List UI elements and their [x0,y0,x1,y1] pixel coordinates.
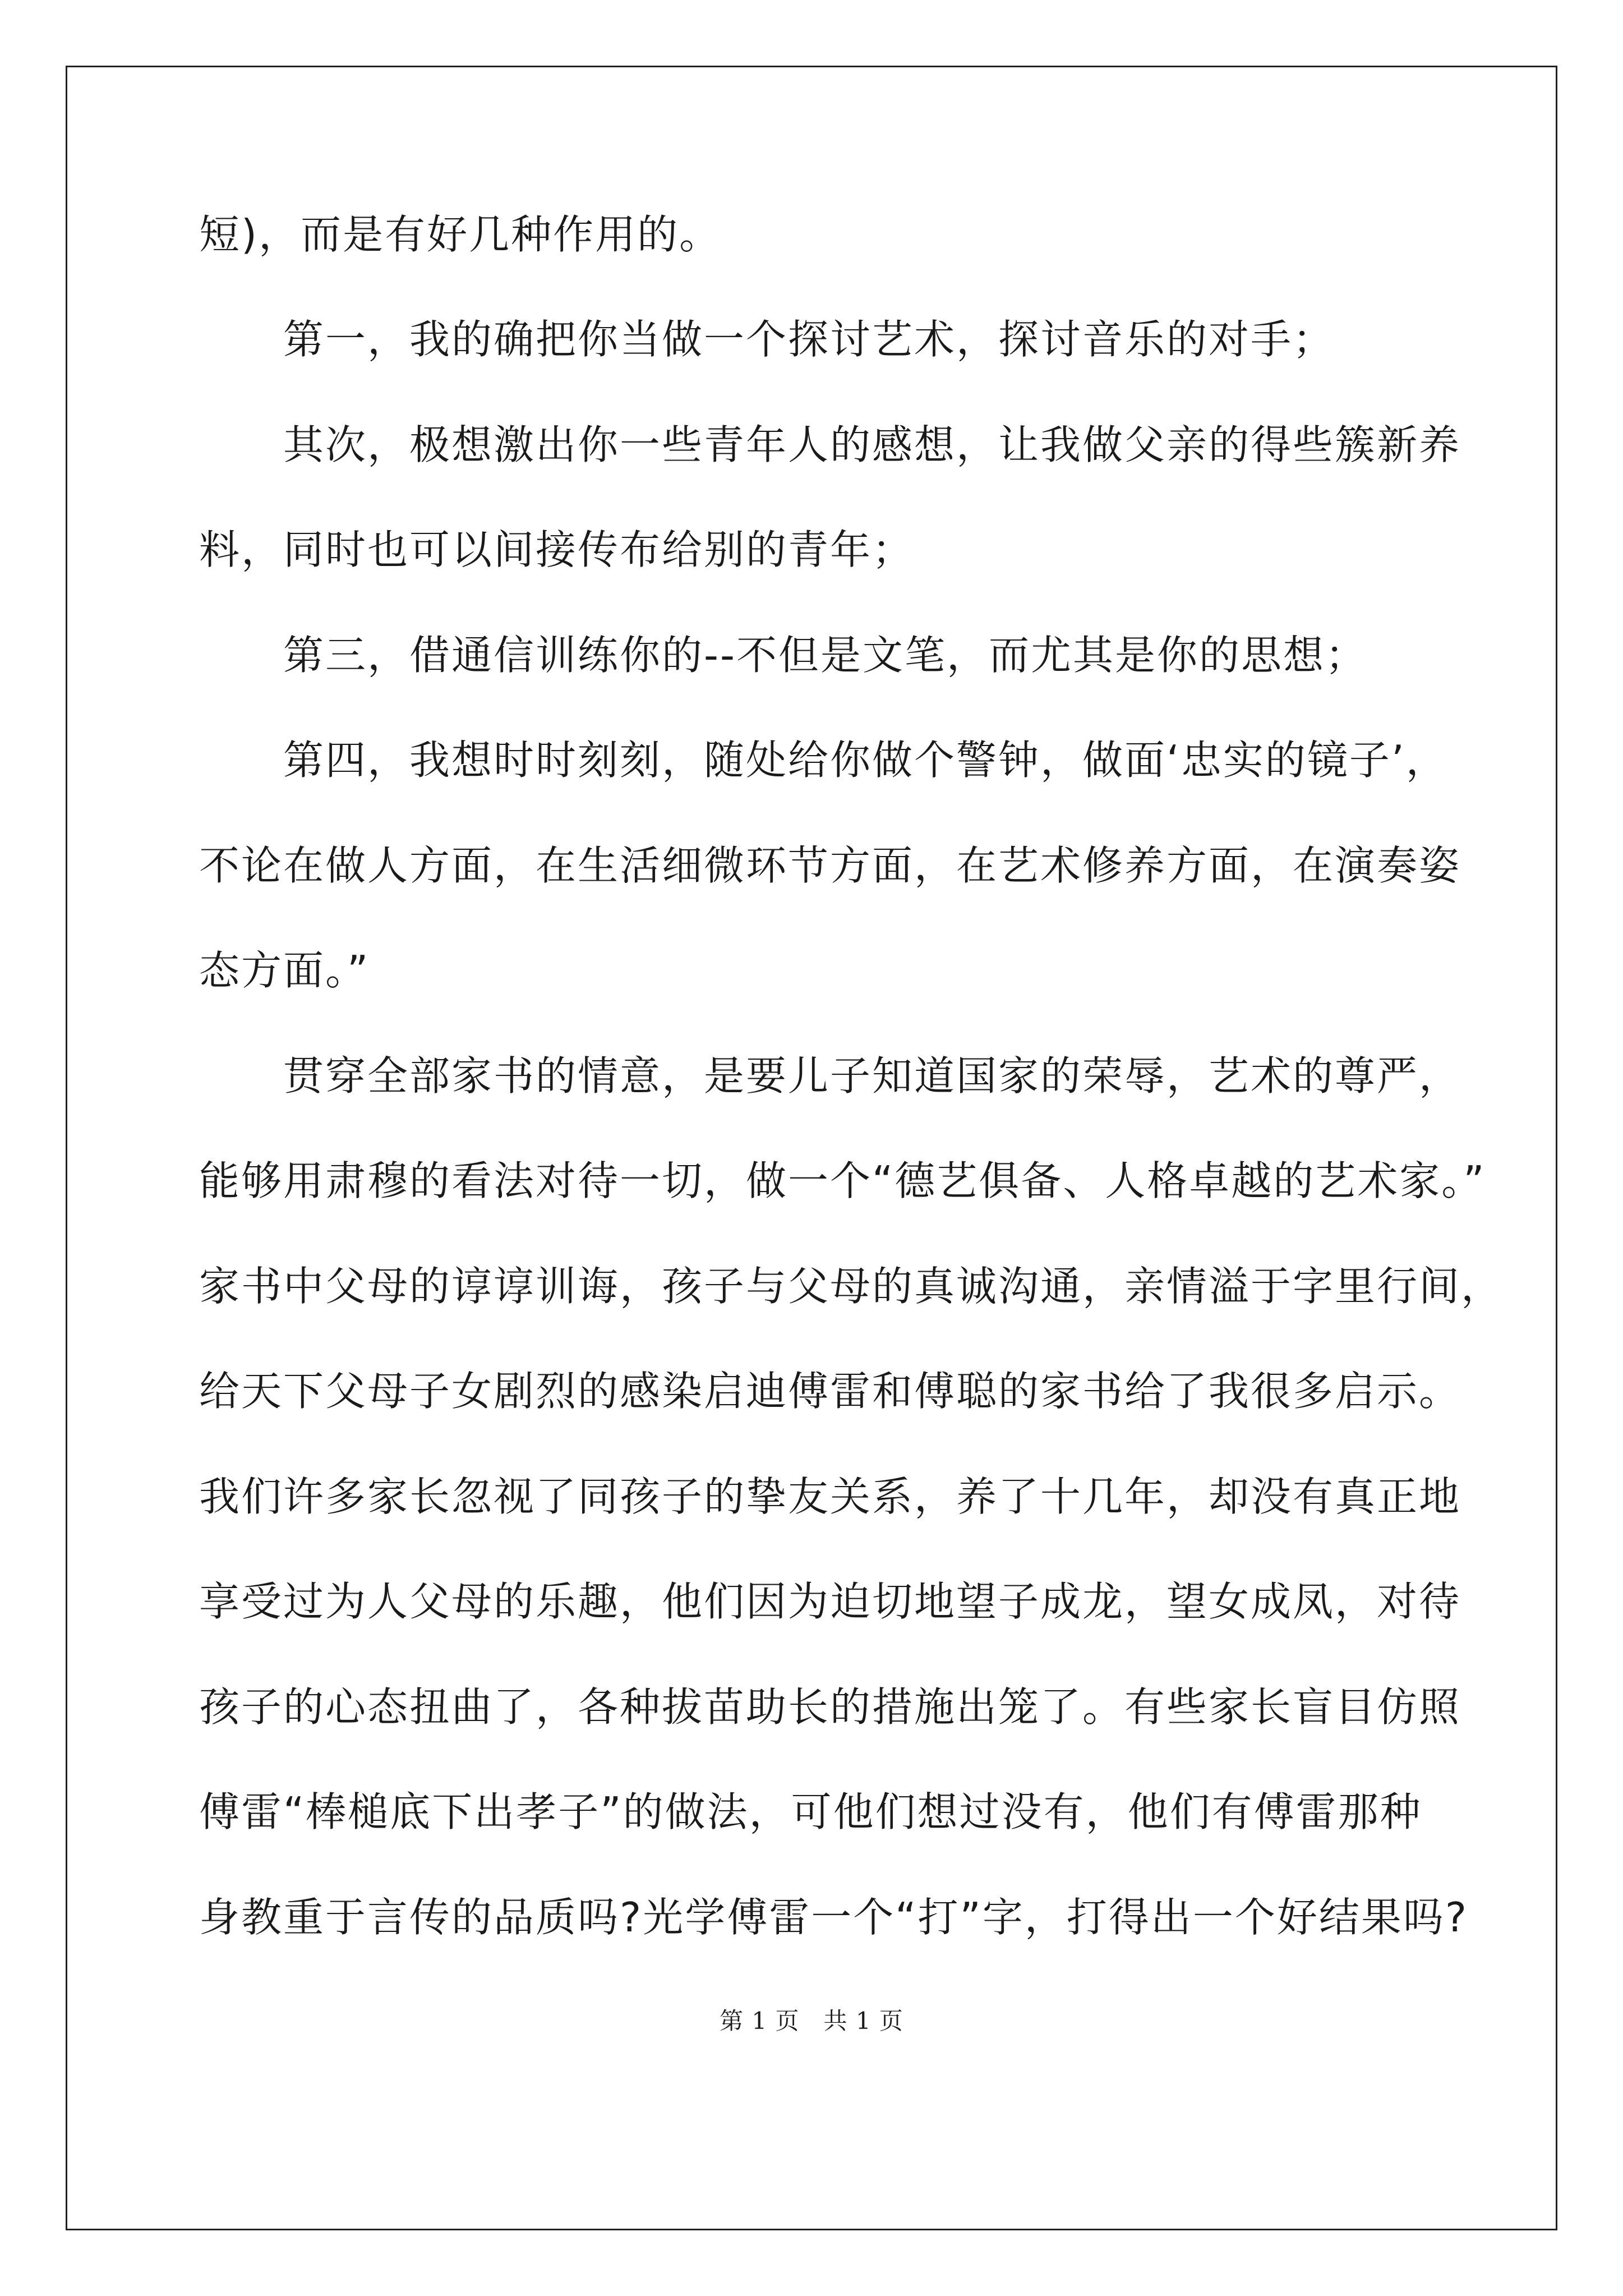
text-line: 不论在做人方面，在生活细微环节方面，在艺术修养方面，在演奏姿 [199,842,1461,889]
text-line: 料，同时也可以间接传布给别的青年； [199,526,915,573]
text-line: 短)，而是有好几种作用的。 [199,211,722,258]
text-line: 傅雷“棒槌底下出孝子”的做法，可他们想过没有，他们有傅雷那种 [199,1788,1422,1835]
text-line: 享受过为人父母的乐趣，他们因为迫切地望子成龙，望女成凤，对待 [199,1578,1461,1625]
page-number-footer: 第 1 页 共 1 页 [720,2007,903,2035]
text-line: 身教重于言传的品质吗?光学傅雷一个“打”字，打得出一个好结果吗? [199,1894,1469,1941]
text-line: 第四，我想时时刻刻，随处给你做个警钟，做面‘忠实的镜子’， [199,737,1448,784]
text-line: 态方面。” [199,947,370,994]
text-line: 第三，借通信训练你的--不但是文笔，而尤其是你的思想； [199,632,1367,679]
text-line: 贯穿全部家书的情意，是要儿子知道国家的荣辱，艺术的尊严， [199,1052,1461,1099]
text-line: 家书中父母的谆谆训诲，孩子与父母的真诚沟通，亲情溢于字里行间， [199,1263,1504,1310]
text-line: 第一，我的确把你当做一个探讨艺术，探讨音乐的对手； [199,316,1335,363]
text-line: 孩子的心态扭曲了，各种拔苗助长的措施出笼了。有些家长盲目仿照 [199,1683,1461,1731]
text-line: 能够用肃穆的看法对待一切，做一个“德艺俱备、人格卓越的艺术家。” [199,1157,1486,1204]
text-line: 我们许多家长忽视了同孩子的挚友关系，养了十几年，却没有真正地 [199,1473,1461,1520]
text-line: 给天下父母子女剧烈的感染启迪傅雷和傅聪的家书给了我很多启示。 [199,1368,1461,1415]
text-line: 其次，极想激出你一些青年人的感想，让我做父亲的得些簇新养 [199,421,1461,468]
